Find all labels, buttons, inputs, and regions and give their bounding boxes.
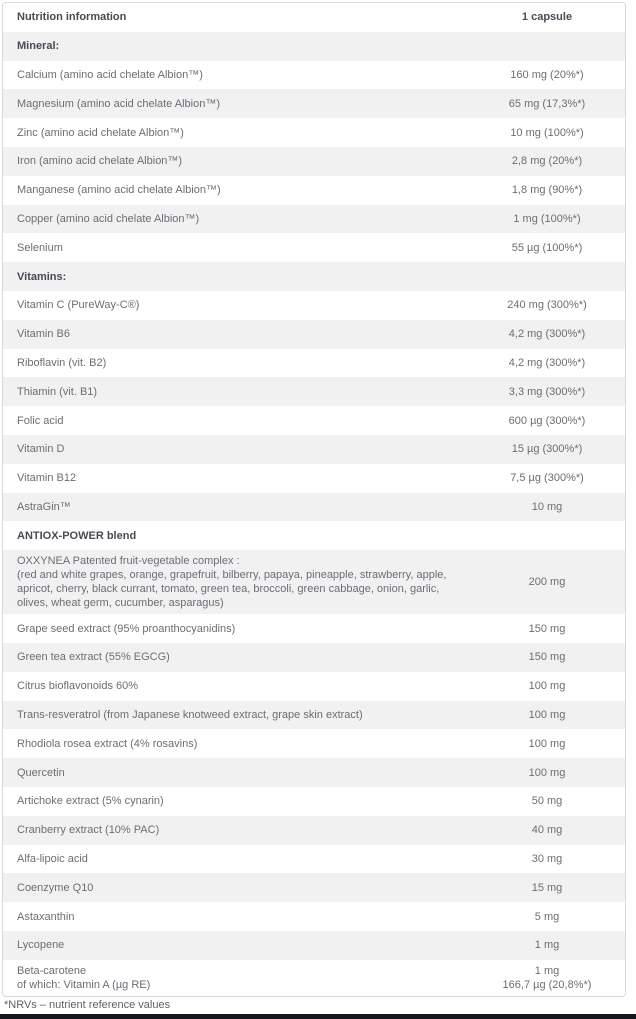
- ingredient-row: [3, 787, 625, 816]
- ingredient-amount: 240 mg (300%*): [507, 299, 587, 312]
- ingredient-amount: 200 mg: [528, 576, 566, 589]
- ingredient-amount: 10 mg: [531, 500, 563, 513]
- ingredient-amount: 100 mg: [528, 737, 566, 750]
- ingredient-row: [3, 873, 625, 902]
- ingredient-amount: 4,2 mg (300%*): [508, 356, 586, 369]
- ingredient-label: Artichoke extract (5% cynarin): [17, 795, 164, 808]
- ingredient-row: [3, 902, 625, 931]
- ingredient-amount: 1,8 mg (90%*): [511, 184, 583, 197]
- ingredient-row: [3, 377, 625, 406]
- ingredient-label: Grape seed extract (95% proanthocyanidins): [17, 622, 236, 635]
- ingredient-row: [3, 701, 625, 730]
- ingredient-amount: 3,3 mg (300%*): [508, 385, 586, 398]
- ingredient-amount: 150 mg: [528, 622, 566, 635]
- ingredient-label: Astaxanthin: [17, 910, 75, 923]
- ingredient-label: Quercetin: [17, 766, 65, 779]
- ingredient-row: [3, 758, 625, 787]
- ingredient-label: Manganese (amino acid chelate Albion™): [17, 184, 221, 197]
- ingredient-amount: 150 mg: [528, 651, 566, 664]
- ingredient-row: [3, 816, 625, 845]
- ingredient-amount: 15 mg: [531, 881, 563, 894]
- ingredient-amount: 50 mg: [531, 795, 563, 808]
- ingredient-label: Vitamin C (PureWay-C®): [17, 299, 140, 312]
- ingredient-label: Vitamin B12: [17, 472, 77, 485]
- ingredient-label: Green tea extract (55% EGCG): [17, 651, 170, 664]
- ingredient-amount: 65 mg (17,3%*): [508, 97, 586, 110]
- ingredient-label: Zinc (amino acid chelate Albion™): [17, 126, 184, 139]
- ingredient-row: [3, 464, 625, 493]
- ingredient-amount: 100 mg: [528, 680, 566, 693]
- ingredient-row: [3, 729, 625, 758]
- ingredient-amount: 100 mg: [528, 766, 566, 779]
- table-header-row: [3, 3, 625, 32]
- ingredient-row: [3, 550, 625, 614]
- ingredient-label: Thiamin (vit. B1): [17, 385, 98, 398]
- ingredient-label: Lycopene: [17, 939, 65, 952]
- ingredient-label: ANTIOX-POWER blend: [17, 529, 137, 542]
- ingredient-subamount: 166,7 µg (20,8%*): [502, 978, 592, 991]
- ingredient-row: [3, 406, 625, 435]
- ingredient-amount: 7,5 µg (300%*): [510, 472, 584, 485]
- ingredient-label: Copper (amino acid chelate Albion™): [17, 212, 200, 225]
- ingredient-amount: 1 mg 166,7 µg (20,8%*): [475, 964, 625, 992]
- ingredient-label: Folic acid: [17, 414, 64, 427]
- ingredient-label: Citrus bioflavonoids 60%: [17, 680, 139, 693]
- ingredient-row: [3, 176, 625, 205]
- table-body: [3, 32, 625, 996]
- ingredient-row: [3, 118, 625, 147]
- ingredient-amount: 2,8 mg (20%*): [511, 155, 583, 168]
- ingredient-row: [3, 643, 625, 672]
- ingredient-label: Rhodiola rosea extract (4% rosavins): [17, 737, 198, 750]
- ingredient-label: OXXYNEA Patented fruit-vegetable complex : (red and white grapes, orange, grapefruit, bilberry, papaya, pineapple, strawberry, apple, apricot, cherry, black currant, tomato, green tea, broccoli, green cabbage, onion, garlic, olives, wheat germ, cucumber, asparagus): [3, 554, 475, 610]
- ingredient-row: [3, 61, 625, 90]
- ingredient-row: [3, 349, 625, 378]
- ingredient-amount: 160 mg (20%*): [510, 68, 584, 81]
- ingredient-row: [3, 320, 625, 349]
- ingredient-row: [3, 960, 625, 996]
- ingredient-label: Iron (amino acid chelate Albion™): [17, 155, 183, 168]
- ingredient-amount: 40 mg: [531, 824, 563, 837]
- ingredient-label: Vitamin B6: [17, 328, 70, 341]
- ingredient-row: [3, 147, 625, 176]
- ingredient-label: Riboflavin (vit. B2): [17, 356, 107, 369]
- ingredient-label: Selenium: [17, 241, 63, 254]
- table-header-serving: 1 capsule: [521, 11, 573, 24]
- ingredient-label: Coenzyme Q10: [17, 881, 94, 894]
- table-header-title: Nutrition information: [17, 11, 127, 24]
- ingredient-row: [3, 291, 625, 320]
- ingredient-row: [3, 435, 625, 464]
- ingredient-sublabel: (red and white grapes, orange, grapefruit, bilberry, papaya, pineapple, strawberry, apple, apricot, cherry, black currant, tomato, green tea, broccoli, green cabbage, onion, garlic, olives, wheat germ, cucumber, asparagus): [17, 569, 447, 610]
- ingredient-row: [3, 205, 625, 234]
- nrv-footnote: *NRVs – nutrient reference values: [4, 999, 171, 1011]
- ingredient-amount: 1 mg: [534, 939, 560, 952]
- ingredient-amount: 5 mg: [534, 910, 560, 923]
- ingredient-amount: 10 mg (100%*): [510, 126, 584, 139]
- ingredient-row: [3, 931, 625, 960]
- ingredient-row: [3, 672, 625, 701]
- ingredient-row: [3, 493, 625, 522]
- ingredient-amount: 30 mg: [531, 852, 563, 865]
- section-header-row: [3, 32, 625, 61]
- ingredient-amount: 100 mg: [528, 708, 566, 721]
- ingredient-label: Magnesium (amino acid chelate Albion™): [17, 97, 220, 110]
- ingredient-sublabel: of which: Vitamin A (µg RE): [17, 978, 151, 991]
- ingredient-label: Alfa-lipoic acid: [17, 852, 88, 865]
- ingredient-label: AstraGin™: [17, 500, 71, 513]
- ingredient-label: Cranberry extract (10% PAC): [17, 824, 160, 837]
- section-header-row: [3, 262, 625, 291]
- ingredient-label: Mineral:: [17, 40, 60, 53]
- ingredient-amount: 4,2 mg (300%*): [508, 328, 586, 341]
- ingredient-label: Vitamin D: [17, 443, 65, 456]
- ingredient-row: [3, 89, 625, 118]
- ingredient-label: Trans-resveratrol (from Japanese knotweed extract, grape skin extract): [17, 708, 363, 721]
- ingredient-row: [3, 233, 625, 262]
- ingredient-row: [3, 845, 625, 874]
- ingredient-amount: 55 µg (100%*): [511, 241, 583, 254]
- ingredient-row: [3, 614, 625, 643]
- ingredient-label: Calcium (amino acid chelate Albion™): [17, 68, 203, 81]
- ingredient-label: Vitamins:: [17, 270, 67, 283]
- section-header-row: [3, 521, 625, 550]
- ingredient-label: Beta-carotene of which: Vitamin A (µg RE): [3, 964, 475, 992]
- bottom-divider-bar: [0, 1014, 636, 1019]
- ingredient-amount: 15 µg (300%*): [511, 443, 583, 456]
- ingredient-amount: 1 mg (100%*): [513, 212, 581, 225]
- nutrition-table: [2, 2, 626, 997]
- ingredient-amount: 600 µg (300%*): [508, 414, 586, 427]
